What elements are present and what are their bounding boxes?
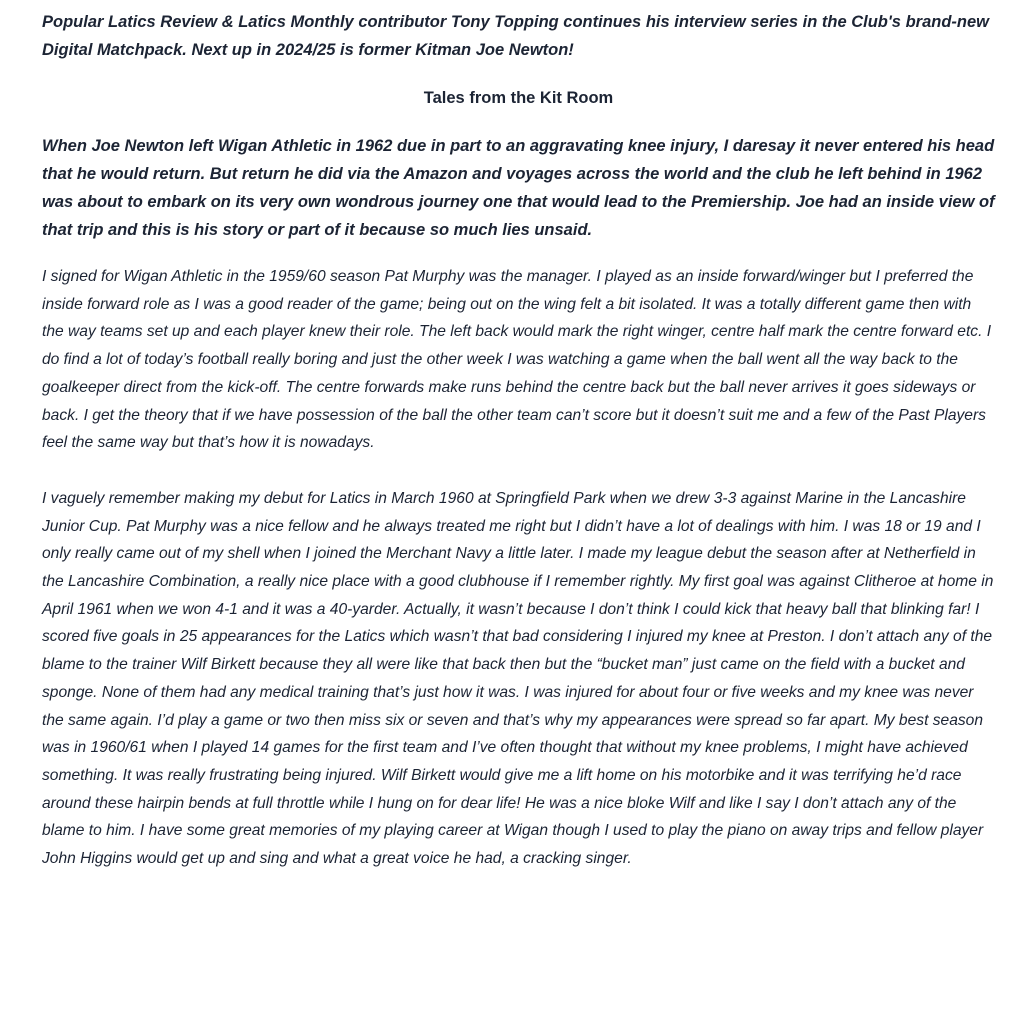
article-title: Tales from the Kit Room xyxy=(423,89,614,107)
intro-text: Popular Latics Review & Latics Monthly contributor Tony Topping continues his interview series in the Club's brand-new Digital Matchpack. Next up in 2024/25 is former Kitman Joe Newton! xyxy=(42,13,989,59)
body-paragraph: I signed for Wigan Athletic in the 1959/60 season Pat Murphy was the manager. I played as an inside forward/winger but I preferred the inside forward role as I was a good reader of the game; being out on the wing felt a bit isolated. It was a totally different game then with the way teams set up and each player knew their role. The left back would mark the right winger, centre half mark the centre forward etc. I do find a lot of today’s football really boring and just the other week I was watching a game when the ball went all the way back to the goalkeeper direct from the kick-off. The centre forwards make runs behind the centre back but the ball never arrives it goes sideways or back. I get the theory that if we have possession of the ball the other team can’t score but it doesn’t suit me and a few of the Past Players feel the same way but that’s how it is nowadays. xyxy=(42,268,992,452)
body-paragraph: I vaguely remember making my debut for Latics in March 1960 at Springfield Park when we drew 3-3 against Marine in the Lancashire Junior Cup. Pat Murphy was a nice fellow and he always treated me right but I didn’t have a lot of dealings with him. I was 18 or 19 and I only really came out of my shell when I joined the Merchant Navy a little later. I made my league debut the season after at Netherfield in the Lancashire Combination, a really nice place with a good clubhouse if I remember rightly. My first goal was against Clitheroe at home in April 1961 when we won 4-1 and it was a 40-yarder. Actually, it wasn’t because I don’t think I could kick that heavy ball that blinking far! I scored five goals in 25 appearances for the Latics which wasn’t that bad considering I injured my knee at Preston. I don’t attach any of the blame to the trainer Wilf Birkett because they all were like that back then but the “bucket man” just came on the field with a bucket and sponge. None of them had any medical training that’s just how it was. I was injured for about four or five weeks and my knee was never the same again. I’d play a game or two then miss six or seven and that’s why my appearances were spread so far apart. My best season was in 1960/61 when I played 14 games for the first team and I’ve often thought that without my knee problems, I might have achieved something. It was really frustrating being injured. Wilf Birkett would give me a lift home on his motorbike and it was terrifying he’d race around these hairpin bends at full throttle while I hung on for dear life! He was a nice bloke Wilf and like I say I don’t attach any of the blame to him. I have some great memories of my playing career at Wigan though I used to play the piano on away trips and fellow player John Higgins would get up and sing and what a great voice he had, a cracking singer. xyxy=(42,489,994,868)
lead-paragraph: When Joe Newton left Wigan Athletic in 1962 due in part to an aggravating knee injury, I daresay it never entered his head that he would return. But return he did via the Amazon and voyages across the world and the club he left behind in 1962 was about to embark on its very own wondrous journey one that would lead to the Premiership. Joe had an inside view of that trip and this is his story or part of it because so much lies unsaid. xyxy=(42,137,995,239)
